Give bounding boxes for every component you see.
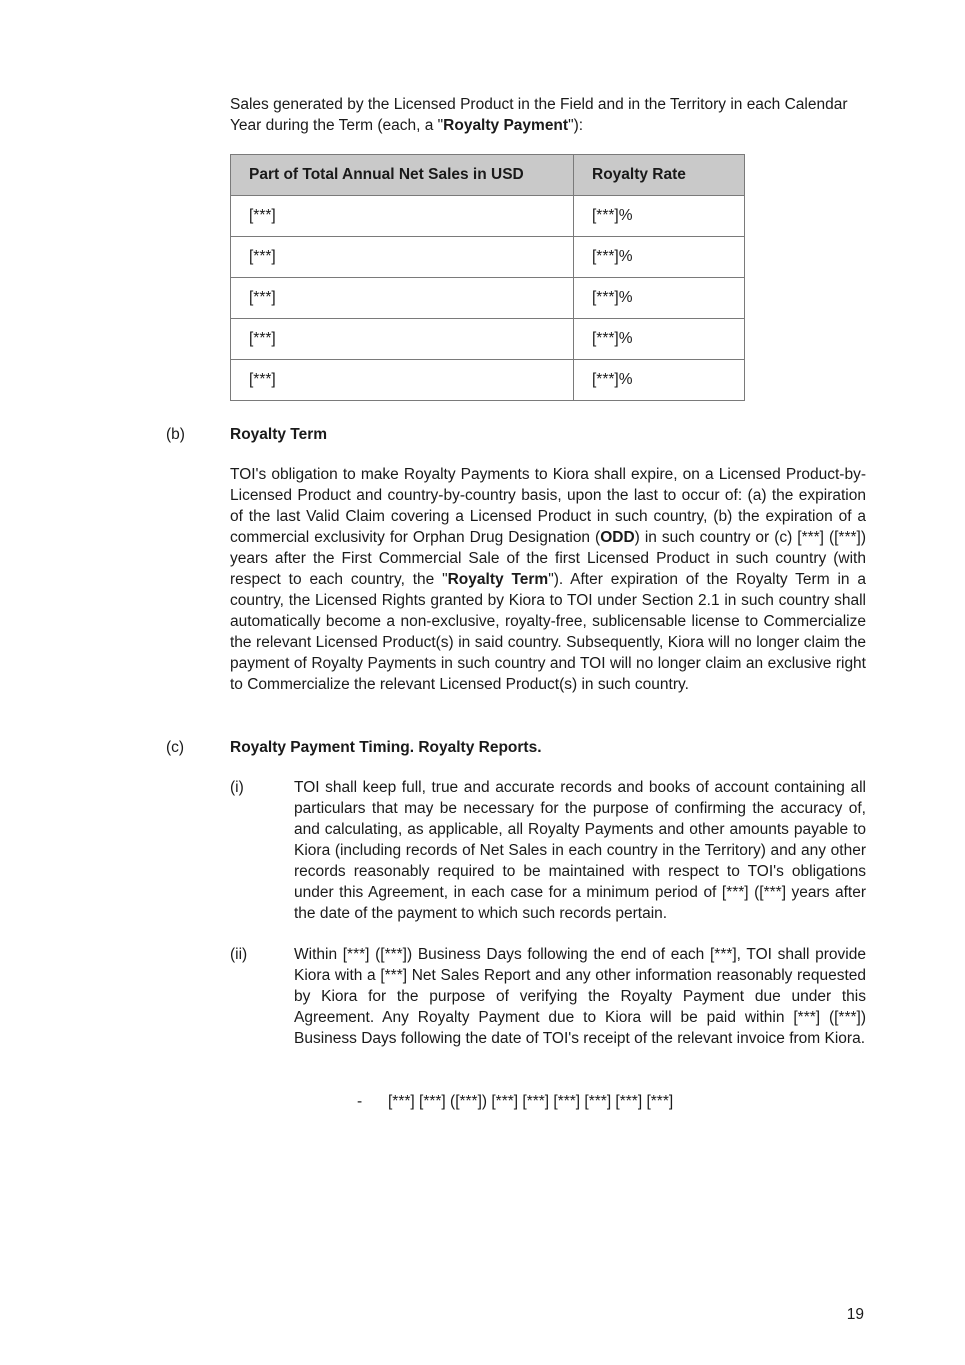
table-cell: [***] <box>231 319 574 360</box>
clause-ii-text: Within [***] ([***]) Business Days following the end of each [***], TOI shall provide Kiora with a [***] Net Sales Report and any other information reasonably requested by Kiora for the purpose of verifying the Royalty Payment due under this Agreement. Any Royalty Payment due to Kiora will be paid within [***] ([***]) Business Days following the date of TOI's receipt of the relevant invoice from Kiora. <box>294 946 866 1047</box>
table-row <box>231 278 745 319</box>
section-b-heading: Royalty Term <box>230 426 328 443</box>
table-cell: [***]% <box>574 319 745 360</box>
table-cell: [***] <box>231 196 574 237</box>
table-cell: [***]% <box>574 237 745 278</box>
table-header-row <box>231 155 745 196</box>
intro-paragraph <box>230 94 866 136</box>
table-cell: [***]% <box>574 196 745 237</box>
table-cell: [***]% <box>574 278 745 319</box>
clause-i-marker: (i) <box>230 779 244 796</box>
section-b-text: ) in such country or (c) [***] ([***]) years after the First Commercial Sale of the first Licensed Product in such country (with respect to each country, the " <box>230 529 866 588</box>
section-b-paragraph <box>230 464 866 695</box>
section-c-marker: (c) <box>166 739 185 756</box>
intro-text-end: "): <box>568 117 584 134</box>
table-row <box>231 319 745 360</box>
section-b-text: "). After expiration of the Royalty Term in a country, the Licensed Rights granted by Kiora to TOI under Section 2.1 in such country shall automatically become a non-exclusive, royalty-free, sublicensable license to Commercialize the relevant Licensed Product(s) in said country. Subsequently, Kiora will no longer claim the payment of Royalty Payments in such country and TOI will no longer claim an exclusive right to Commercialize the relevant Licensed Product(s) in such country. <box>230 571 866 693</box>
intro-defined-term: Royalty Payment <box>443 117 569 134</box>
table-cell: [***]% <box>574 360 745 401</box>
table-row <box>231 360 745 401</box>
table-cell: [***] <box>231 237 574 278</box>
table-row <box>231 196 745 237</box>
clause-i-text: TOI shall keep full, true and accurate records and books of account containing all particulars that may be necessary for the purpose of confirming the accuracy of, and calculating, as applicable, all Royalty Payments and other amounts payable to Kiora (including records of Net Sales in each country in the Territory) and any other records reasonably required to be maintained with respect to TOI's obligations under this Agreement, in each case for a minimum period of [***] ([***] years after the date of the payment to which such records pertain. <box>294 779 866 922</box>
section-c-heading: Royalty Payment Timing. Royalty Reports. <box>230 739 542 756</box>
clause-ii-marker: (ii) <box>230 946 248 963</box>
table-cell: [***] <box>231 278 574 319</box>
table-header-cell: Royalty Rate <box>574 155 745 196</box>
section-b-text: TOI's obligation to make Royalty Payments to Kiora shall expire, on a Licensed Product-by-Licensed Product and country-by-country basis, upon the last to occur of: (a) the expiration of the last Valid Claim covering a Licensed Product in such country, (b) the expiration of a commercial exclusivity for Orphan Drug Designation ( <box>230 466 866 546</box>
table-row <box>231 237 745 278</box>
royalty-rate-table <box>230 154 745 401</box>
page-number: 19 <box>846 1306 864 1323</box>
intro-text: Sales generated by the Licensed Product in the Field and in the Territory in each Calendar Year during the Term (each, a " <box>230 96 848 134</box>
odd-defined-term: ODD <box>600 529 635 546</box>
table-cell: [***] <box>231 360 574 401</box>
section-b-marker: (b) <box>166 426 185 443</box>
bullet-dash: - <box>357 1093 363 1110</box>
table-header-cell: Part of Total Annual Net Sales in USD <box>231 155 574 196</box>
bullet-redacted-text: [***] [***] ([***]) [***] [***] [***] [***] [***] [***] <box>388 1093 674 1110</box>
royalty-term-defined-term: Royalty Term <box>447 571 549 588</box>
